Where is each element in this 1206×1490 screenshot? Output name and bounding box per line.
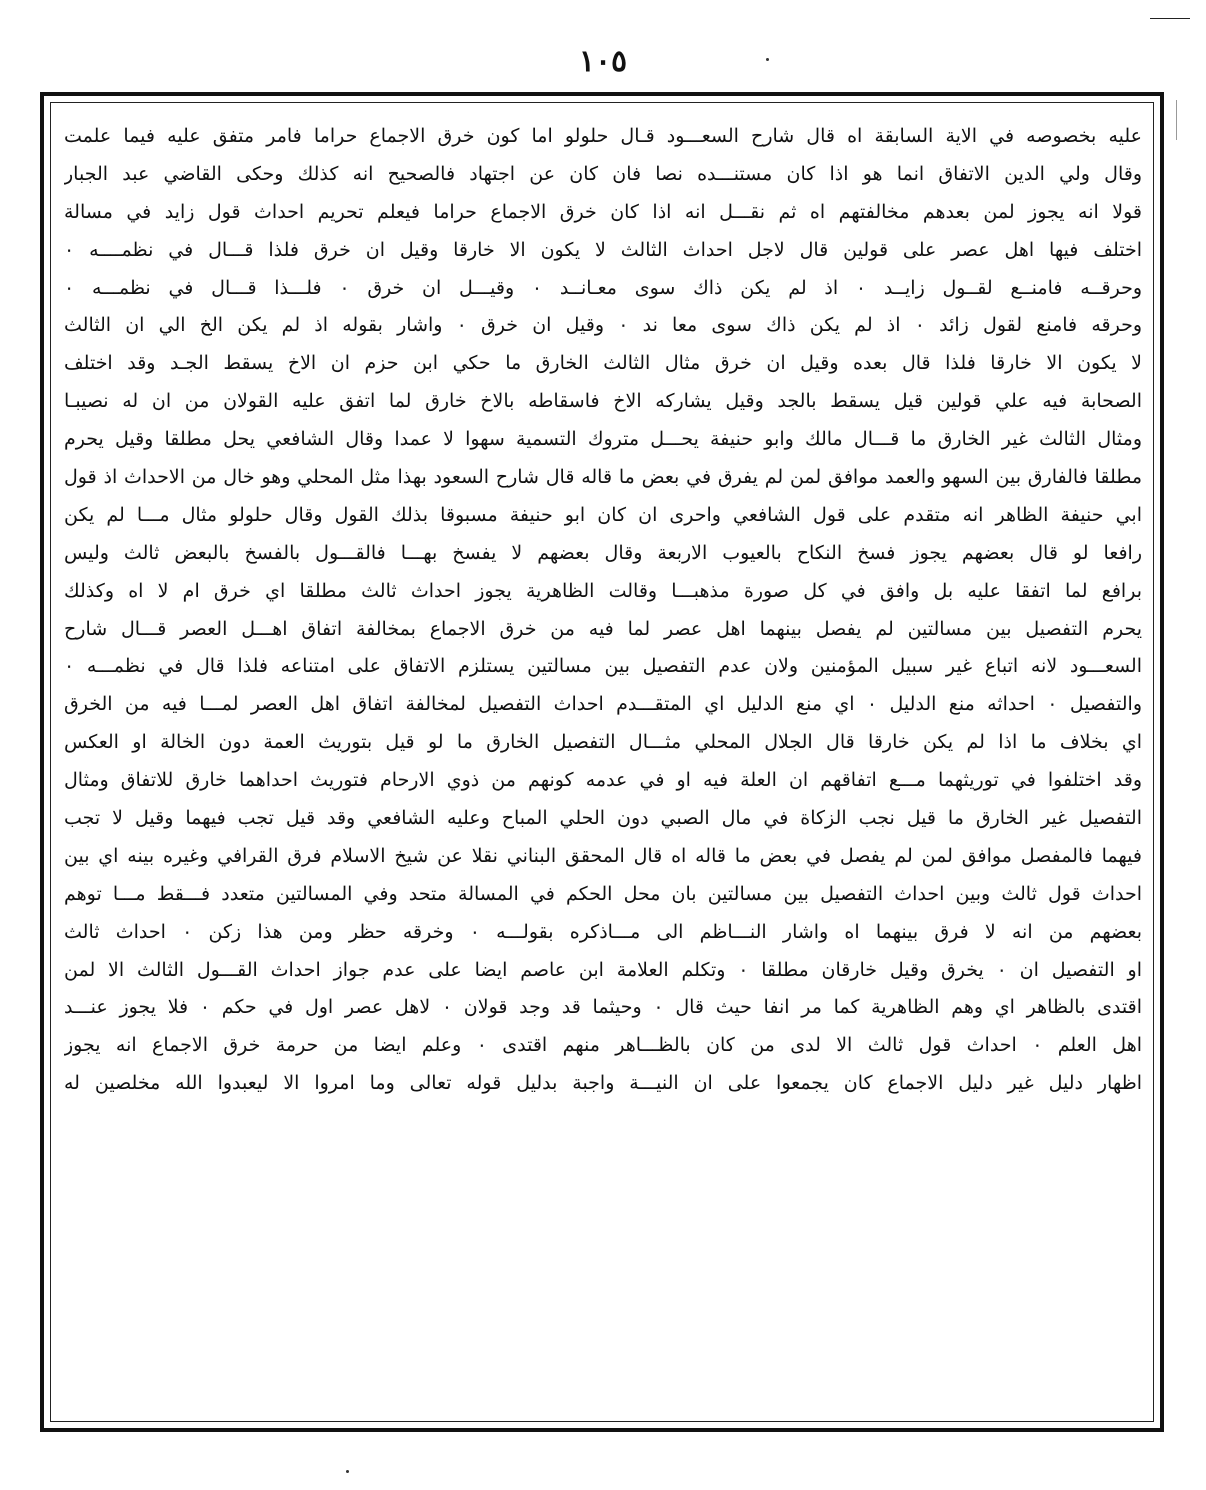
text-line: التفصيل غير الخارق ما قيل نجب الزكاة في مال الصبي دون الحلي المباح وعليه الشافعي وقد قيل تجب فيهما وقيل لا تجب (64, 807, 1142, 830)
text-line: قولا انه يجوز لمن بعدهم مخالفتهم اه ثم نقـــل انه اذا كان خرق الاجماع حراما فيعلم تحريم احداث قول زايد في مسالة (64, 200, 1142, 223)
text-line: اقتدى بالظاهر اي وهم الظاهرية كما مر انفا حيث قال ٠ وحيثما قد وجد قولان ٠ لاهل عصر اول في حكم ٠ فلا يجوز عنـــد (64, 996, 1142, 1019)
text-line: اختلف فيها اهل عصر على قولين قال لاجل احداث الثالث لا يكون الا خارقا وقيل ان خرق فلذا قـــال في نظمــــه ٠ (64, 238, 1142, 261)
text-line: اهل العلم ٠ احداث قول ثالث الا لدى من كان بالظـــاهر منهم اقتدى ٠ وعلم ايضا من حرمة خرق الاجماع انه يجوز (64, 1034, 1142, 1057)
top-rule (1150, 18, 1190, 19)
text-line: اي بخلاف ما اذا لم يكن خارقا قال الجلال المحلي مثـــال التفصيل الخارق ما لو قيل بتوريث العمة دون الخالة او العكس (64, 731, 1142, 754)
text-line: وقد اختلفوا في توريثهما مـــع اتفاقهم ان العلة فيه او في عدمه كونهم من ذوي الارحام فتوريث احداهما خارق للاتفاق ومثال (64, 769, 1142, 792)
text-line: لا يكون الا خارقا فلذا قال بعده وقيل ان خرق مثال الثالث الخارق ما حكي ابن حزم ان الاخ يسقط الجـد وقد اختلف (64, 352, 1142, 375)
margin-mark (1176, 100, 1177, 140)
page-number: ١٠٥ (578, 44, 628, 79)
ink-speck (346, 1470, 349, 1473)
text-line: احداث قول ثالث وبين احداث التفصيل بين مسالتين بان محل الحكم في المسالة متحد وفي المسالتين متعدد فـــقط مـــا توهم (64, 882, 1142, 905)
text-line: وقال ولي الدين الاتفاق انما هو اذا كان مستنـــده نصا فان كان عن اجتهاد فالصحيح انه كذلك وحكى القاضي عبد الجبار (64, 162, 1142, 185)
text-line: الصحابة فيه علي قولين قيل يسقط بالجد وقيل يشاركه الاخ فاسقاطه بالاخ خارق لما اتفق عليه القولان من ان له نصيبـا (64, 390, 1142, 413)
text-line: برافع لما اتفقا عليه بل وافق في كل صورة مذهبـــا وقالت الظاهرية يجوز احداث ثالث مطلقا اي خرق ام لا اه وكذلك (64, 579, 1142, 602)
text-line: يحرم التفصيل بين مسالتين لم يفصل بينهما اهل عصر لما فيه من خرق الاجماع بمخالفة اتفاق اهـــل العصر قـــال شارح (64, 617, 1142, 640)
text-line: او التفصيل ان ٠ يخرق وقيل خارقان مطلقا ٠ وتكلم العلامة ابن عاصم ايضا على عدم جواز احداث القـــول الثالث الا لمن (64, 958, 1142, 981)
text-line: والتفصيل ٠ احداثه منع الدليل ٠ اي منع الدليل اي المتقـــدم احداث التفصيل لمخالفة اتفاق اهل العصر لمـــا فيه من الخرق (64, 693, 1142, 716)
text-line: فيهما فالمفصل موافق لمن لم يفصل في بعض ما قاله اه قال المحقق البناني نقلا عن شيخ الاسلام فرق القرافي وغيره بينه اي بين (64, 844, 1142, 867)
text-line: السعـــود لانه اتباع غير سبيل المؤمنين ولان عدم التفصيل بين مسالتين يستلزم الاتفاق على امتناعه فلذا قال في نظمـــه ٠ (64, 655, 1142, 678)
text-line: مطلقا فالفارق بين السهو والعمد موافق لمن لم يفرق في بعض ما قاله قال شارح السعود بهذا مثل المحلي وهو خال من الاحداث اذ قول (64, 466, 1142, 489)
text-line: بعضهم من انه لا فرق بينهما اه واشار النـــاظم الى مـــاذكره بقولـــه ٠ وخرقه حظر ومن هذا زكن ٠ احداث ثالث (64, 920, 1142, 943)
text-line: اظهار دليل غير دليل الاجماع كان يجمعوا على ان النيـــة واجبة بدليل قوله تعالى وما امروا الا ليعبدوا الله مخلصين له (64, 1072, 1142, 1095)
text-line: وحرقه فامنع لقول زائد ٠ اذ لم يكن ذاك سوى معا ند ٠ وقيل ان خرق ٠ واشار بقوله اذ لم يكن الخ الي ان الثالث (64, 314, 1142, 337)
text-line: وحرقــه فامنــع لقــول زايــد ٠ اذ لم يكن ذاك سوى معـانــد ٠ وقيـــل ان خرق ٠ فلـــذا قـــال في نظمـــه ٠ (64, 276, 1142, 299)
text-line: ومثال الثالث غير الخارق ما قـــال مالك وابو حنيفة يحـــل متروك التسمية سهوا لا عمدا وقال الشافعي يحل مطلقا وقيل يحرم (64, 428, 1142, 451)
text-line: عليه بخصوصه في الاية السابقة اه قال شارح السعـــود قـال حلولو اما كون خرق الاجماع حراما فامر متفق عليه فيما علمت (64, 125, 1142, 147)
text-line: رافعا لو قال بعضهم يجوز فسخ النكاح بالعيوب الاربعة وقال بعضهم لا يفسخ بهـــا فالقـــول بالفسخ بالبعض ثالث وليس (64, 541, 1142, 564)
text-line: ابي حنيفة الظاهر انه متقدم على قول الشافعي واحرى ان كان ابو حنيفة مسبوقا بذلك القول وقال حلولو مثال مـــا لم يكن (64, 503, 1142, 526)
body-text (64, 118, 1142, 1408)
